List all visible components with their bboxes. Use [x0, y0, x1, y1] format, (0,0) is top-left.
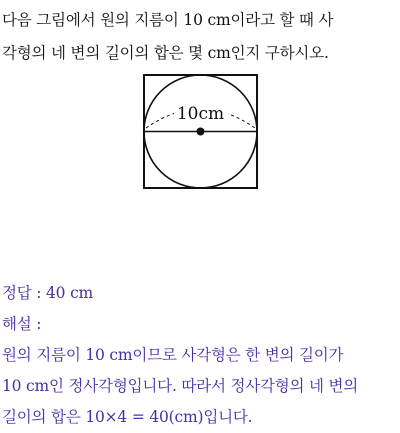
question-text: [2, 4, 398, 70]
center-dot: [197, 128, 205, 136]
question-line-2: 각형의 네 변의 길이의 합은 몇 cm인지 구하시오.: [2, 44, 329, 62]
explanation-line-1: 원의 지름이 10 cm이므로 사각형은 한 변의 길이가: [2, 346, 344, 364]
circle-in-square-figure: [136, 70, 264, 192]
question-line-1: 다음 그림에서 원의 지름이 10 cm이라고 할 때 사: [2, 11, 334, 29]
explanation-line-2: 10 cm인 정사각형입니다. 따라서 정사각형의 네 변의: [2, 377, 359, 395]
answer-line: 정답 : 40 cm: [2, 284, 94, 302]
explanation-line-3: 길이의 합은 10×4 = 40(cm)입니다.: [2, 408, 253, 426]
explanation-header: 해설 :: [2, 315, 42, 333]
diameter-label: 10cm: [176, 104, 225, 124]
answer-section: [2, 278, 398, 433]
